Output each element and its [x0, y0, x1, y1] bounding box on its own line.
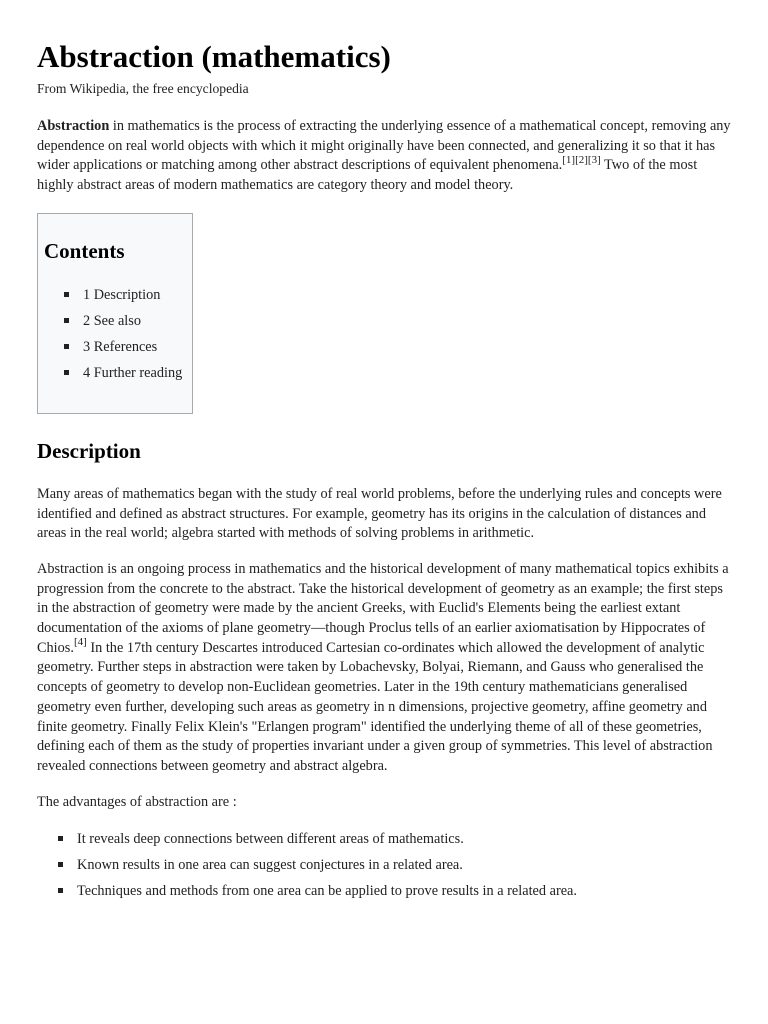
toc-item-see-also[interactable] [64, 312, 192, 338]
citation-3-link[interactable]: [3] [587, 153, 601, 166]
description-paragraph-2 [37, 560, 731, 777]
toc-item-description[interactable] [64, 286, 192, 312]
toc-heading: Contents [44, 238, 125, 263]
page-subtitle: From Wikipedia, the free encyclopedia [37, 81, 249, 96]
bullet-icon [64, 370, 69, 375]
list-item [58, 882, 731, 908]
advantage-text: Known results in one area can suggest conjectures in a related area. [77, 857, 463, 874]
bullet-icon [64, 292, 69, 297]
citation-2[interactable] [575, 154, 588, 166]
intro-paragraph [37, 117, 731, 196]
citation-4[interactable] [74, 636, 87, 648]
citation-3[interactable] [588, 154, 601, 166]
bullet-icon [58, 862, 63, 867]
citation-2-link[interactable]: [2] [575, 153, 588, 166]
advantage-text: Techniques and methods from one area can be applied to prove results in a related area. [77, 883, 577, 900]
toc-link-further-reading[interactable]: 4 Further reading [83, 364, 183, 381]
bullet-icon [58, 888, 63, 893]
bullet-icon [64, 344, 69, 349]
list-item [58, 856, 731, 882]
toc-link-references[interactable]: 3 References [83, 338, 158, 355]
description-heading: Description [37, 438, 141, 463]
citation-1[interactable] [562, 154, 575, 166]
toc-link-see-also[interactable]: 2 See also [83, 312, 141, 329]
list-item [58, 830, 731, 856]
bullet-icon [64, 318, 69, 323]
advantages-intro: The advantages of abstraction are : [37, 793, 237, 810]
toc-item-further-reading[interactable] [64, 364, 192, 390]
table-of-contents [37, 213, 193, 414]
description-paragraph-2-a: Abstraction is an ongoing process in mathematics and the historical development of many mathematical topics exhibits a progression from the concrete to the abstract. Take the historical development of geometry as an example; the first steps in the abstraction of geometry were made by the ancient Greeks, with Euclid's Elements being the earliest extant documentation of the axioms of plane geometry—though Proclus tells of an earlier axiomatisation by Hippocrates of Chios. [37, 560, 729, 656]
toc-link-description[interactable]: 1 Description [83, 286, 161, 303]
bullet-icon [58, 836, 63, 841]
intro-bold-term: Abstraction [37, 118, 110, 134]
citation-4-link[interactable]: [4] [73, 635, 87, 648]
advantage-text: It reveals deep connections between different areas of mathematics. [77, 831, 464, 848]
intro-text-a: in mathematics is the process of extracting the underlying essence of a mathematical concept, removing any dependence on real world objects with which it might originally have been connected, and generalizing it so that it has wider applications or matching among other abstract descriptions of equivalent phenomena. [37, 118, 731, 174]
advantages-list [37, 830, 731, 908]
page-title: Abstraction (mathematics) [37, 39, 391, 74]
description-paragraph-1: Many areas of mathematics began with the study of real world problems, before the underlying rules and concepts were identified and defined as abstract structures. For example, geometry has its origins in the calculation of distances and areas in the real world; algebra started with methods of solving problems in arithmetic. [37, 485, 722, 542]
toc-list [44, 286, 192, 390]
intro-text-b: Two of the most highly abstract areas of modern mathematics are category theory and model theory. [37, 157, 698, 194]
citation-1-link[interactable]: [1] [562, 153, 576, 166]
description-paragraph-2-b: In the 17th century Descartes introduced Cartesian co-ordinates which allowed the development of analytic geometry. Further steps in abstraction were taken by Lobachevsky, Bolyai, Riemann, and Gauss who generalised the concepts of geometry to develop non-Euclidean geometries. Later in the 19th century mathematicians generalised geometry even further, developing such areas as geometry in n dimensions, projective geometry, affine geometry and finite geometry. Finally Felix Klein's "Erlangen program" identified the underlying theme of all of these geometries, defining each of them as the study of properties invariant under a given group of symmetries. This level of abstraction revealed connections between geometry and abstract algebra. [37, 639, 713, 774]
toc-item-references[interactable] [64, 338, 192, 364]
